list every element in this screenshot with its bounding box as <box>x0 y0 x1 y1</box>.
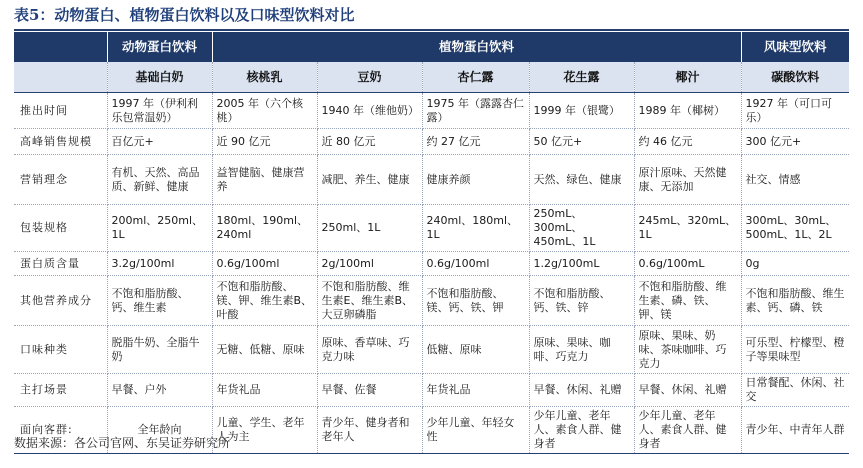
table-cell: 少年儿童、老年人、素食人群、健身者 <box>634 407 741 454</box>
table-cell: 青少年、健身者和老年人 <box>317 407 422 454</box>
table-cell: 健康养颜 <box>422 155 529 205</box>
table-cell: 少年儿童、老年人、素食人群、健身者 <box>529 407 634 454</box>
table-cell: 百亿元+ <box>107 129 212 155</box>
row-label: 面向客群: <box>14 407 107 454</box>
column-header: 核桃乳 <box>212 62 317 93</box>
table-cell: 全年龄向 <box>107 407 212 454</box>
table-cell: 0.6g/100mL <box>634 252 741 276</box>
table-cell: 青少年、中青年人群 <box>741 407 849 454</box>
table-row <box>14 326 849 374</box>
row-label: 推出时间 <box>14 93 107 129</box>
table-cell: 早餐、休闲、礼赠 <box>634 374 741 407</box>
table-cell: 1999 年（银鹭） <box>529 93 634 129</box>
row-label: 口味种类 <box>14 326 107 374</box>
table-cell: 0.6g/100ml <box>212 252 317 276</box>
table-cell: 0g <box>741 252 849 276</box>
table-cell: 原汁原味、天然健康、无添加 <box>634 155 741 205</box>
table-cell: 可乐型、柠檬型、橙子等果味型 <box>741 326 849 374</box>
column-header-row <box>14 62 849 93</box>
table-title: 表5：动物蛋白、植物蛋白饮料以及口味型饮料对比 <box>14 6 355 24</box>
comparison-table <box>14 32 849 454</box>
table-cell: 年货礼品 <box>212 374 317 407</box>
table-cell: 1.2g/100mL <box>529 252 634 276</box>
table-cell: 300 亿元+ <box>741 129 849 155</box>
table-row <box>14 252 849 276</box>
table-cell: 1997 年（伊利利乐包常温奶） <box>107 93 212 129</box>
table-cell: 200ml、250ml、1L <box>107 205 212 252</box>
table-cell: 早餐、户外 <box>107 374 212 407</box>
table-cell: 减肥、养生、健康 <box>317 155 422 205</box>
row-label: 包装规格 <box>14 205 107 252</box>
table-cell: 有机、天然、高品质、新鲜、健康 <box>107 155 212 205</box>
table-cell: 脱脂牛奶、全脂牛奶 <box>107 326 212 374</box>
group-header-empty <box>14 32 107 62</box>
row-label: 其他营养成分 <box>14 276 107 326</box>
column-header: 基础白奶 <box>107 62 212 93</box>
data-source-note: 数据来源：各公司官网、东吴证券研究所 <box>14 436 231 450</box>
table-cell: 早餐、佐餐 <box>317 374 422 407</box>
group-header-flavor: 风味型饮料 <box>741 32 849 62</box>
row-label: 蛋白质含量 <box>14 252 107 276</box>
table-cell: 近 80 亿元 <box>317 129 422 155</box>
table-cell: 天然、绿色、健康 <box>529 155 634 205</box>
column-header: 花生露 <box>529 62 634 93</box>
table-cell: 早餐、休闲、礼赠 <box>529 374 634 407</box>
table-cell: 不饱和脂肪酸、镁、钾、维生素B、叶酸 <box>212 276 317 326</box>
group-header-plant: 植物蛋白饮料 <box>212 32 741 62</box>
table-cell: 不饱和脂肪酸、钙、铁、锌 <box>529 276 634 326</box>
table-cell: 原味、果味、咖啡、巧克力 <box>529 326 634 374</box>
table-cell: 社交、情感 <box>741 155 849 205</box>
table-cell: 300mL、30mL、500mL、1L、2L <box>741 205 849 252</box>
row-label: 营销理念 <box>14 155 107 205</box>
table-cell: 1940 年（维他奶） <box>317 93 422 129</box>
table-cell: 近 90 亿元 <box>212 129 317 155</box>
table-row <box>14 276 849 326</box>
table-cell: 年货礼品 <box>422 374 529 407</box>
row-label: 高峰销售规模 <box>14 129 107 155</box>
table-cell: 不饱和脂肪酸、维生素、磷、铁、钾、镁 <box>634 276 741 326</box>
table-cell: 约 27 亿元 <box>422 129 529 155</box>
group-header-animal: 动物蛋白饮料 <box>107 32 212 62</box>
table-cell: 1989 年（椰树） <box>634 93 741 129</box>
title-rule <box>14 29 849 31</box>
table-cell: 约 46 亿元 <box>634 129 741 155</box>
table-cell: 1927 年（可口可乐） <box>741 93 849 129</box>
table-cell: 不饱和脂肪酸、镁、钙、铁、钾 <box>422 276 529 326</box>
table-cell: 低糖、原味 <box>422 326 529 374</box>
table-cell: 不饱和脂肪酸、钙、维生素 <box>107 276 212 326</box>
table-row <box>14 129 849 155</box>
column-header: 碳酸饮料 <box>741 62 849 93</box>
table-cell: 1975 年（露露杏仁露） <box>422 93 529 129</box>
table-cell: 少年儿童、年轻女性 <box>422 407 529 454</box>
table-row <box>14 155 849 205</box>
table-cell: 儿童、学生、老年人为主 <box>212 407 317 454</box>
table-row <box>14 205 849 252</box>
table-row <box>14 374 849 407</box>
column-header: 杏仁露 <box>422 62 529 93</box>
table-cell: 不饱和脂肪酸、维生素E、维生素B、大豆卵磷脂 <box>317 276 422 326</box>
table-cell: 2005 年（六个核桃） <box>212 93 317 129</box>
table-cell: 3.2g/100ml <box>107 252 212 276</box>
table-cell: 原味、果味、奶味、茶味咖啡、巧克力 <box>634 326 741 374</box>
table-cell: 原味、香草味、巧克力味 <box>317 326 422 374</box>
table-cell: 日常餐配、休闲、社交 <box>741 374 849 407</box>
table-cell: 180ml、190ml、240ml <box>212 205 317 252</box>
table-cell: 2g/100ml <box>317 252 422 276</box>
group-header-row <box>14 32 849 62</box>
table-cell: 50 亿元+ <box>529 129 634 155</box>
table-row <box>14 93 849 129</box>
table-cell: 不饱和脂肪酸、维生素、钙、磷、铁 <box>741 276 849 326</box>
table-cell: 240ml、180ml、1L <box>422 205 529 252</box>
table-cell: 0.6g/100ml <box>422 252 529 276</box>
table-cell: 250mL、300mL、450mL、1L <box>529 205 634 252</box>
column-header: 椰汁 <box>634 62 741 93</box>
column-header: 豆奶 <box>317 62 422 93</box>
table-cell: 益智健脑、健康营养 <box>212 155 317 205</box>
column-header-empty <box>14 62 107 93</box>
table-cell: 250ml、1L <box>317 205 422 252</box>
row-label: 主打场景 <box>14 374 107 407</box>
table-cell: 无糖、低糖、原味 <box>212 326 317 374</box>
table-cell: 245mL、320mL、1L <box>634 205 741 252</box>
